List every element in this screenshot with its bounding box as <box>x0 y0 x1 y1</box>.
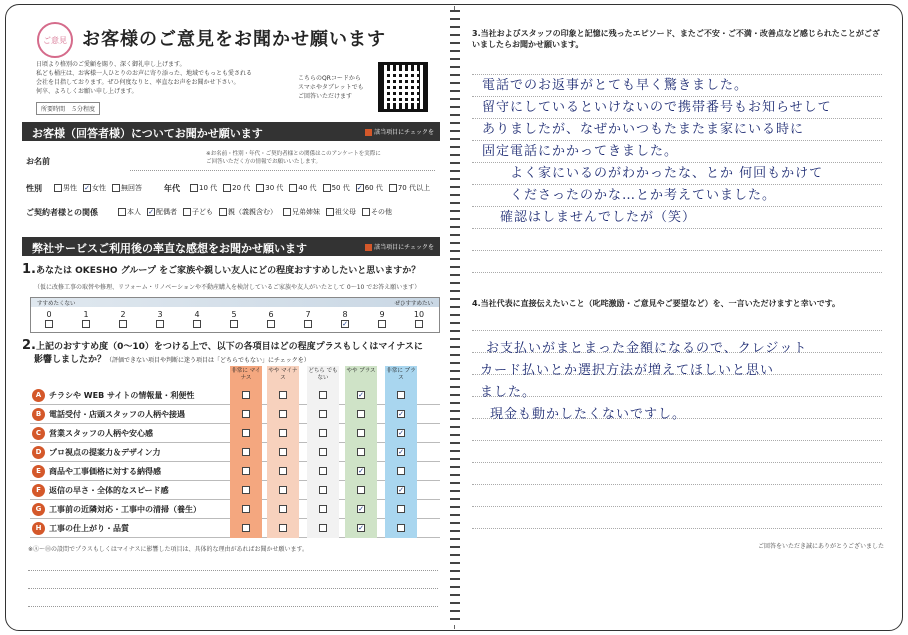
scale-checkbox[interactable] <box>267 320 275 328</box>
handwritten-line: くださったのかな…とか考えていました。 <box>510 188 777 203</box>
name-field[interactable] <box>130 170 435 171</box>
rating-checkbox[interactable]: ✓ <box>358 505 364 513</box>
scale-number: 2 <box>120 310 126 319</box>
rating-cell <box>267 386 299 405</box>
rating-cell <box>345 424 377 443</box>
handwritten-line: お支払いがまとまった金額になるので、クレジット <box>486 341 808 356</box>
rating-cell <box>230 500 262 519</box>
item-letter-icon: A <box>32 389 45 402</box>
rating-checkbox[interactable] <box>279 486 287 494</box>
rating-row <box>30 424 440 443</box>
rating-cell <box>385 500 417 519</box>
checkbox[interactable] <box>190 184 198 192</box>
seal-stamp: ご意見 <box>37 22 73 58</box>
genders-option[interactable] <box>83 183 106 193</box>
rating-checkbox[interactable] <box>242 429 250 437</box>
rating-checkbox[interactable] <box>319 467 327 475</box>
option-label: 60 代 <box>364 184 383 192</box>
column-header: どちら でもない <box>307 366 339 386</box>
scale-number: 7 <box>305 310 311 319</box>
scale-number: 10 <box>413 310 425 319</box>
option-label: 祖父母 <box>335 208 356 216</box>
rating-checkbox[interactable] <box>319 448 327 456</box>
rating-checkbox[interactable] <box>319 391 327 399</box>
relations-option[interactable] <box>118 207 141 217</box>
rating-checkbox[interactable] <box>242 524 250 532</box>
gender-label: 性別 <box>26 184 42 193</box>
option-label: 30 代 <box>265 184 284 192</box>
rating-checkbox[interactable] <box>242 448 250 456</box>
relations-option[interactable] <box>326 207 356 217</box>
rating-cell <box>307 519 339 538</box>
scale-number: 8 <box>342 310 348 319</box>
rating-cell <box>345 481 377 500</box>
rating-checkbox[interactable] <box>279 410 287 418</box>
rating-checkbox[interactable] <box>242 467 250 475</box>
age-options <box>190 183 430 193</box>
checkbox[interactable] <box>362 208 370 216</box>
option-label: 本人 <box>127 208 141 216</box>
rating-checkbox[interactable] <box>357 429 365 437</box>
handwritten-line: 固定電話にかかってきました。 <box>482 144 679 159</box>
rating-cell <box>307 443 339 462</box>
scale-number: 5 <box>231 310 237 319</box>
ruled-line <box>472 506 882 507</box>
footnote: ※Ⓐ〜Ⓗの設問でプラスもしくはマイナスに影響した項目は、具体的な理由があればお聞かせ願います。 <box>28 546 309 553</box>
rating-cell <box>345 500 377 519</box>
rating-checkbox[interactable] <box>279 505 287 513</box>
rating-checkbox[interactable] <box>319 524 327 532</box>
option-label: 20 代 <box>232 184 251 192</box>
rating-checkbox[interactable]: ✓ <box>358 391 364 399</box>
rating-row <box>30 405 440 424</box>
rating-checkbox[interactable] <box>279 524 287 532</box>
relations-option[interactable] <box>219 207 277 217</box>
rating-checkbox[interactable] <box>397 505 405 513</box>
rating-checkbox[interactable]: ✓ <box>398 486 404 494</box>
rating-checkbox[interactable] <box>319 410 327 418</box>
rating-checkbox[interactable] <box>242 505 250 513</box>
ruled-line <box>472 272 882 273</box>
question-2: 2.上記のおすすめ度（0〜10）をつける上で、以下の各項目はどの程度プラスもしくはマイナスに <box>22 338 423 353</box>
option-label: 女性 <box>92 184 106 192</box>
checkbox[interactable] <box>389 184 397 192</box>
name-label: お名前 <box>26 157 50 166</box>
ages-option[interactable] <box>323 183 350 193</box>
thanks-note: ご回答をいただき誠にありがとうございました <box>757 543 884 550</box>
reason-line[interactable] <box>28 588 438 589</box>
item-label: 商品や工事価格に対する納得感 <box>49 467 161 476</box>
option-label: 配偶者 <box>156 208 177 216</box>
scale-checkbox[interactable] <box>415 320 423 328</box>
question-3: 3.当社およびスタッフの印象と記憶に残ったエピソード、またご不安・ご不満・改善点など感じられたことがございましたらお聞かせ願います。 <box>472 29 880 49</box>
handwritten-line: ありましたが、なぜかいつもたまたま家にいる時に <box>482 122 805 137</box>
relations-option[interactable] <box>362 207 392 217</box>
relations-option[interactable] <box>147 207 177 217</box>
question-1: 1.あなたは OKESHO グループ をご家族や親しい友人にどの程度おすすめしたいと思いますか？ <box>22 262 421 277</box>
reason-line[interactable] <box>28 606 438 607</box>
rating-cell <box>385 462 417 481</box>
ruled-line <box>472 330 882 331</box>
question-4: 4.当社代表に直接伝えたいこと（叱咤激励・ご意見やご要望など）を、一言いただけますと幸いです。 <box>472 299 840 308</box>
scale-number: 9 <box>379 310 385 319</box>
recommendation-scale <box>30 297 440 333</box>
ruled-line <box>472 250 882 251</box>
rating-cell <box>345 443 377 462</box>
column-header: やや プラス <box>345 366 377 386</box>
option-label: その他 <box>371 208 392 216</box>
rating-cell <box>345 462 377 481</box>
checkbox[interactable] <box>118 208 126 216</box>
rating-cell <box>267 519 299 538</box>
option-label: 無回答 <box>121 184 142 192</box>
rating-checkbox[interactable] <box>319 505 327 513</box>
binding-holes <box>450 10 460 625</box>
rating-row <box>30 462 440 481</box>
checkbox[interactable] <box>219 208 227 216</box>
rating-cell <box>345 386 377 405</box>
column-header: やや マイナス <box>267 366 299 386</box>
relation-label: ご契約者様との関係 <box>26 208 98 217</box>
item-letter-icon: C <box>32 427 45 440</box>
rating-row <box>30 481 440 500</box>
rating-cell <box>307 481 339 500</box>
handwritten-line: 確認はしませんでしたが（笑） <box>500 210 697 225</box>
checkbox[interactable] <box>183 208 191 216</box>
option-label: 70 代以上 <box>397 184 430 192</box>
checkbox[interactable]: ✓ <box>148 208 154 216</box>
ages-option[interactable] <box>256 183 283 193</box>
rating-row <box>30 443 440 462</box>
item-label: 営業スタッフの人柄や安心感 <box>49 429 153 438</box>
rating-row <box>30 519 440 538</box>
rating-cell <box>230 481 262 500</box>
option-label: 10 代 <box>199 184 218 192</box>
checkbox[interactable] <box>54 184 62 192</box>
rating-row <box>30 500 440 519</box>
question-1-note: （仮に改修工事の取替や修理、リフォーム・リノベーションや不動産購入を検討しているご家族や友人がいたとして 0〜10 でお答え願います） <box>34 284 421 291</box>
rating-cell <box>345 405 377 424</box>
option-label: 親（義親含む） <box>228 208 277 216</box>
item-letter-icon: F <box>32 484 45 497</box>
column-header: 非常に プラス <box>385 366 417 386</box>
rating-checkbox[interactable] <box>319 486 327 494</box>
item-letter-icon: E <box>32 465 45 478</box>
scale-checkbox[interactable] <box>82 320 90 328</box>
check-marker-icon <box>365 129 372 136</box>
rating-checkbox[interactable] <box>242 410 250 418</box>
ages-option[interactable] <box>223 183 250 193</box>
rating-checkbox[interactable] <box>319 429 327 437</box>
genders-option[interactable] <box>54 183 77 193</box>
scale-checkbox[interactable] <box>119 320 127 328</box>
checkbox[interactable] <box>289 184 297 192</box>
option-label: 男性 <box>63 184 77 192</box>
rating-cell <box>385 405 417 424</box>
checkbox[interactable]: ✓ <box>84 184 90 192</box>
rating-checkbox[interactable] <box>279 391 287 399</box>
item-letter-icon: H <box>32 522 45 535</box>
handwritten-line: 電話でのお返事がとても早く驚きました。 <box>482 78 749 93</box>
rating-cell <box>385 424 417 443</box>
rating-checkbox[interactable]: ✓ <box>398 410 404 418</box>
rating-cell <box>267 500 299 519</box>
rating-checkbox[interactable] <box>357 448 365 456</box>
check-marker-icon <box>365 244 372 251</box>
rating-cell <box>345 519 377 538</box>
ruled-line <box>472 528 882 529</box>
scale-checkbox[interactable] <box>378 320 386 328</box>
option-label: 50 代 <box>331 184 350 192</box>
item-label: 工事の仕上がり・品質 <box>49 524 129 533</box>
scale-checkbox[interactable] <box>193 320 201 328</box>
option-label: 兄弟姉妹 <box>292 208 320 216</box>
item-label: 工事前の近隣対応・工事中の清掃（養生） <box>49 505 201 514</box>
rating-checkbox[interactable]: ✓ <box>398 429 404 437</box>
scale-number: 4 <box>194 310 200 319</box>
ruled-line <box>472 440 882 441</box>
rating-cell <box>230 519 262 538</box>
age-label: 年代 <box>164 184 180 193</box>
rating-cell <box>230 443 262 462</box>
ages-option[interactable] <box>190 183 217 193</box>
ruled-line <box>472 484 882 485</box>
checkbox[interactable]: ✓ <box>356 184 363 192</box>
ages-option[interactable] <box>356 183 383 193</box>
scale-checkbox[interactable] <box>304 320 312 328</box>
checkbox[interactable] <box>256 184 264 192</box>
ages-option[interactable] <box>389 183 430 193</box>
column-header: 非常に マイナス <box>230 366 262 386</box>
rating-checkbox[interactable]: ✓ <box>358 524 364 532</box>
rating-checkbox[interactable] <box>242 486 250 494</box>
rating-checkbox[interactable] <box>397 524 405 532</box>
relation-options <box>118 207 392 217</box>
scale-number: 3 <box>157 310 163 319</box>
handwritten-line: よく家にいるのがわかったな、とか 何回もかけて <box>510 166 824 181</box>
handwritten-line: 留守にしているといけないので携帯番号もお知らせして <box>482 100 832 115</box>
scale-checkbox[interactable] <box>45 320 53 328</box>
rating-cell <box>230 424 262 443</box>
rating-cell <box>267 462 299 481</box>
rating-cell <box>230 462 262 481</box>
rating-cell <box>307 386 339 405</box>
scale-low-label: すすめたくない <box>37 301 76 307</box>
ages-option[interactable] <box>289 183 316 193</box>
greeting-text: 日頃より格別のご愛顧を賜り、深く御礼申し上げます。 私ども桶庄は、お客様一人ひとりのお声に寄り添った、地域でもっとも愛される 会社を目指しております。ぜひ何度なりと、率直なお声をお聞かせ下さい。 何卒、よろしくお願い申し上げます。 <box>36 61 253 95</box>
gender-options <box>54 183 142 193</box>
rating-checkbox[interactable] <box>397 467 405 475</box>
rating-cell <box>267 481 299 500</box>
rating-row <box>30 386 440 405</box>
name-note: ※お名前・性別・年代・ご契約者様との関係はこのアンケートを実際に ご回答いただく方の情報でお願いいたします。 <box>206 151 381 165</box>
rating-cell <box>385 519 417 538</box>
option-label: 40 代 <box>298 184 317 192</box>
checkbox[interactable] <box>112 184 120 192</box>
rating-cell <box>230 405 262 424</box>
handwritten-line: ました。 <box>480 385 537 400</box>
relations-option[interactable] <box>183 207 213 217</box>
rating-checkbox[interactable] <box>279 429 287 437</box>
relations-option[interactable] <box>283 207 320 217</box>
item-letter-icon: D <box>32 446 45 459</box>
rating-checkbox[interactable]: ✓ <box>358 467 364 475</box>
rating-cell <box>307 462 339 481</box>
option-label: 子ども <box>192 208 213 216</box>
item-label: 返信の早さ・全体的なスピード感 <box>49 486 169 495</box>
scale-checkbox[interactable]: ✓ <box>342 320 348 328</box>
rating-cell <box>307 405 339 424</box>
rating-checkbox[interactable] <box>357 410 365 418</box>
rating-checkbox[interactable]: ✓ <box>398 448 404 456</box>
genders-option[interactable] <box>112 183 142 193</box>
scale-checkbox[interactable] <box>230 320 238 328</box>
section-respondent-header: お客様（回答者様）についてお聞かせ願います 該当項目にチェックを <box>22 122 440 141</box>
item-label: 電話受付・店頭スタッフの人柄や接遇 <box>49 410 185 419</box>
question-2-cont: 影響しましたか？（評価できない項目や判断に迷う項目は「どちらでもない」にチェックを） <box>34 355 310 365</box>
scale-number: 1 <box>83 310 89 319</box>
ruled-line <box>472 462 882 463</box>
rating-cell <box>267 443 299 462</box>
rating-cell <box>307 500 339 519</box>
rating-checkbox[interactable] <box>357 486 365 494</box>
handwritten-line: 現金も動かしたくないですし。 <box>490 407 687 422</box>
rating-checkbox[interactable] <box>397 391 405 399</box>
checkbox[interactable] <box>326 208 334 216</box>
scale-high-label: ぜひすすめたい <box>394 301 433 307</box>
item-letter-icon: G <box>32 503 45 516</box>
ruled-line <box>472 228 882 229</box>
qr-caption: こちらのQRコードから スマホやタブレットでも ご回答いただけます <box>298 75 364 100</box>
rating-cell <box>307 424 339 443</box>
item-letter-icon: B <box>32 408 45 421</box>
handwritten-line: カード払いとか選択方法が増えてほしいと思い <box>480 363 775 378</box>
time-estimate: 所要時間 ５分程度 <box>36 102 100 115</box>
rating-cell <box>267 405 299 424</box>
item-label: プロ視点の提案力＆デザイン力 <box>49 448 161 457</box>
qr-code[interactable] <box>378 62 428 112</box>
scale-number: 0 <box>46 310 52 319</box>
checkbox[interactable] <box>323 184 331 192</box>
rating-cell <box>230 386 262 405</box>
rating-cell <box>385 443 417 462</box>
scale-checkbox[interactable] <box>156 320 164 328</box>
scale-number: 6 <box>268 310 274 319</box>
page-title: お客様のご意見をお聞かせ願います <box>82 29 386 50</box>
rating-cell <box>385 386 417 405</box>
reason-line[interactable] <box>28 570 438 571</box>
rating-cell <box>267 424 299 443</box>
rating-checkbox[interactable] <box>279 467 287 475</box>
rating-checkbox[interactable] <box>279 448 287 456</box>
checkbox[interactable] <box>283 208 291 216</box>
rating-checkbox[interactable] <box>242 391 250 399</box>
checkbox[interactable] <box>223 184 231 192</box>
item-label: チラシや WEB サイトの情報量・利便性 <box>49 391 195 400</box>
section-feedback-header: 弊社サービスご利用後の率直な感想をお聞かせ願います 該当項目にチェックを <box>22 237 440 256</box>
rating-cell <box>385 481 417 500</box>
